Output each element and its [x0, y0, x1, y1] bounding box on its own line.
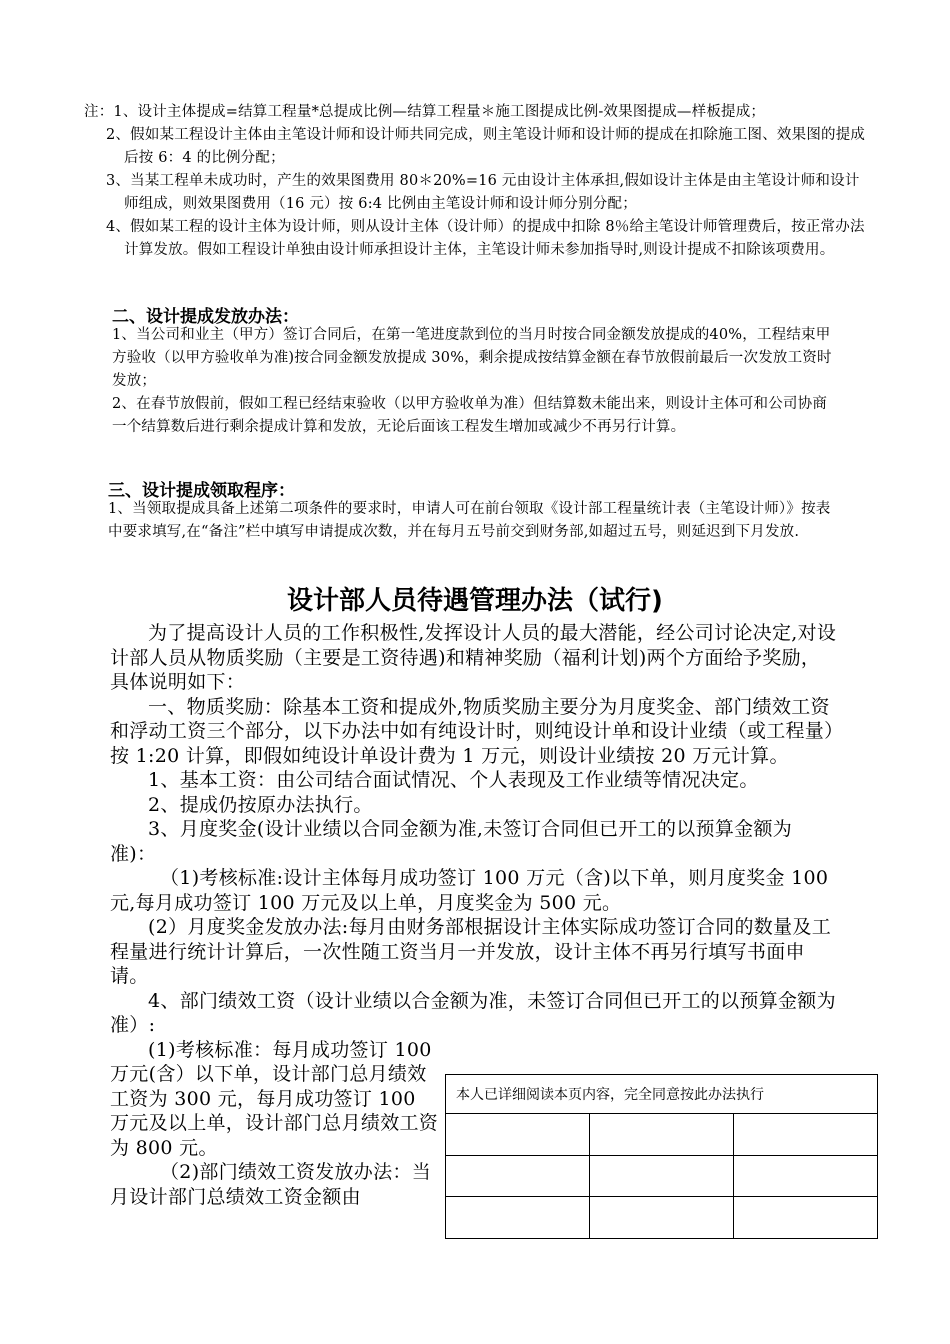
note-2: 2、假如某工程设计主体由主笔设计师和设计师共同完成，则主笔设计师和设计师的提成在扣除施工图、效果图的提成后按 6：4 的比例分配； — [106, 127, 866, 166]
signature-cell[interactable] — [733, 1155, 877, 1197]
signature-cell[interactable] — [733, 1114, 877, 1156]
signature-cell[interactable] — [446, 1114, 590, 1156]
monthly-bonus-method: (2）月度奖金发放办法:每月由财务部根据设计主体实际成功签订合同的数量及工程量进行统计计算后，一次性随工资当月一并发放，设计主体不再另行填写书面申请。 — [110, 916, 832, 987]
page-title: 设计部人员待遇管理办法（试行) — [287, 586, 663, 616]
monthly-bonus-paragraph: 3、月度奖金(设计业绩以合同金额为准,未签订合同但已开工的以预算金额为准)： — [110, 818, 793, 865]
section2-item-2: 2、在春节放假前，假如工程已经结束验收（以甲方验收单为准）但结算数未能出来，则设计主体可和公司协商一个结算数后进行剩余提成计算和发放，无论后面该工程发生增加或减少不再另行计算。 — [112, 396, 828, 435]
signature-cell[interactable] — [589, 1197, 733, 1239]
commission-paragraph: 2、提成仍按原办法执行。 — [148, 793, 373, 816]
section3-body — [108, 498, 840, 544]
signature-cell[interactable] — [446, 1197, 590, 1239]
monthly-bonus-standard: （1)考核标准:设计主体每月成功签订 100 万元（含)以下单，则月度奖金 100 元,每月成功签订 100 万元及以上单，月度奖金为 500 元。 — [110, 867, 829, 914]
dept-performance-paragraph: 4、部门绩效工资（设计业绩以合金额为准，未签订合同但已开工的以预算金额为准）: — [110, 989, 836, 1036]
note-4: 4、假如某工程的设计主体为设计师，则从设计主体（设计师）的提成中扣除 8％给主笔设计师管理费后，按正常办法计算发放。假如工程设计单独由设计师承担设计主体，主笔设计师未参加指导时,则设计提成不扣除该项费用。 — [106, 219, 865, 258]
basic-salary-paragraph: 1、基本工资：由公司结合面试情况、个人表现及工作业绩等情况决定。 — [148, 769, 759, 791]
signature-cell[interactable] — [589, 1114, 733, 1156]
signature-cell[interactable] — [733, 1197, 877, 1239]
dept-performance-standard: (1)考核标准：每月成功签订 100 万元(含）以下单，设计部门总月绩效工资为 300 元，每月成功签订 100 万元及以上单，设计部门总月绩效工资为 800 元。 — [110, 1038, 439, 1159]
signature-cell[interactable] — [589, 1155, 733, 1197]
signature-table-header: 本人已详细阅读本页内容，完全同意按此办法执行 — [446, 1075, 878, 1114]
section3-heading: 三、设计提成领取程序： — [108, 481, 295, 501]
dept-performance-method: （2)部门绩效工资发放办法：当月设计部门总绩效工资金额由 — [110, 1161, 432, 1208]
intro-paragraph: 为了提高设计人员的工作积极性,发挥设计人员的最大潜能，经公司讨论决定,对设计部人员从物质奖励（主要是工资待遇)和精神奖励（福利计划)两个方面给予奖励，具体说明如下： — [110, 622, 837, 693]
signature-table — [445, 1074, 878, 1239]
note-3: 3、当某工程单未成功时，产生的效果图费用 80＊20%=16 元由设计主体承担,假如设计主体是由主笔设计师和设计师组成，则效果图费用（16 元）按 6:4 比例由主笔设计师和设计师分别分配； — [106, 173, 860, 212]
signature-cell[interactable] — [446, 1155, 590, 1197]
material-reward-paragraph: 一、物质奖励：除基本工资和提成外,物质奖励主要分为月度奖金、部门绩效工资和浮动工资三个部分，以下办法中如有纯设计时，则纯设计单和设计业绩（或工程量）按 1:20 计算，即假如纯设计单设计费为 1 万元，则设计业绩按 20 万元计算。 — [110, 695, 834, 767]
section2-item-1: 1、当公司和业主（甲方）签订合同后，在第一笔进度款到位的当月时按合同金额发放提成的40%，工程结束甲方验收（以甲方验收单为准)按合同金额发放提成 30%，剩余提成按结算金额在春节放假前最后一次发放工资时发放； — [112, 327, 832, 389]
notes-block — [84, 101, 874, 262]
section2-heading: 二、设计提成发放办法： — [112, 307, 299, 327]
section3-item-1: 1、当领取提成具备上述第二项条件的要求时，申请人可在前台领取《设计部工程量统计表（主笔设计师）》按表中要求填写,在“备注”栏中填写申请提成次数，并在每月五号前交到财务部,如超过五号，则延迟到下月发放. — [108, 501, 831, 540]
section2-body — [112, 324, 840, 439]
note-1: 注：1、设计主体提成=结算工程量*总提成比例—结算工程量＊施工图提成比例-效果图提成—样板提成； — [84, 104, 766, 120]
